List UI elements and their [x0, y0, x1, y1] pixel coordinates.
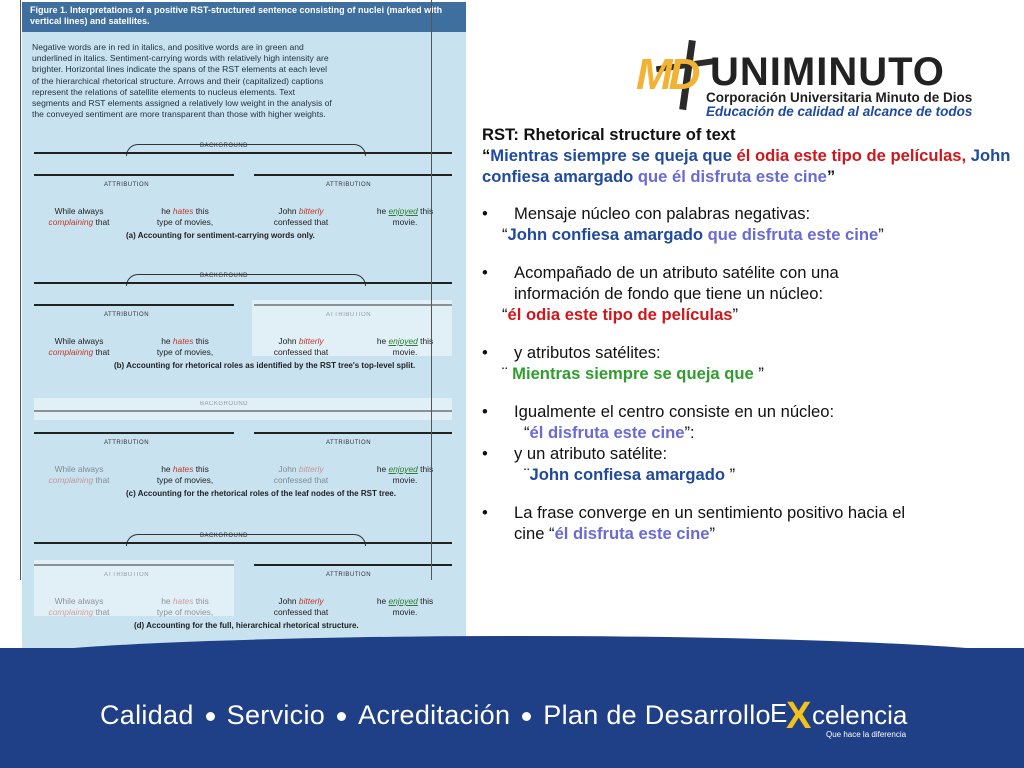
- bullet-dot-icon: [522, 712, 531, 721]
- figure-frame: [20, 0, 432, 580]
- slide-heading: RST: Rhetorical structure of text: [482, 125, 736, 144]
- segment-2: he hates this type of movies,: [156, 596, 214, 617]
- attribution-label-left: ATTRIBUTION: [104, 312, 150, 318]
- quote-center-nucleus: “él disfruta este cine”:: [524, 423, 695, 442]
- segment-1: While always complaining that: [48, 464, 110, 485]
- attribution-label-right: ATTRIBUTION: [326, 182, 372, 188]
- slogan-calidad: Calidad: [100, 700, 194, 730]
- bullet-satellite-attributes: • y atributos satélites:: [482, 342, 1022, 363]
- logo-subtitle: Corporación Universitaria Minuto de Dios: [706, 90, 973, 105]
- subcaption-a: (a) Accounting for sentiment-carrying words only.: [126, 231, 315, 240]
- segment-2: he hates this type of movies,: [156, 336, 214, 357]
- attribution-label-right: ATTRIBUTION: [326, 440, 372, 446]
- excelencia-logo: [770, 696, 940, 748]
- quote-attribute-1: ¨ Mientras siempre se queja que ”: [502, 364, 764, 383]
- bullet-satellite-background: • Acompañado de un atributo satélite con una información de fondo que tiene un núcleo:: [482, 262, 1022, 304]
- attribution-label-left: ATTRIBUTION: [104, 440, 150, 446]
- segment-1: While always complaining that: [48, 596, 110, 617]
- background-label: BACKGROUND: [199, 273, 248, 279]
- logo-name: UNIMINUTO: [710, 50, 945, 94]
- subcaption-b: (b) Accounting for rhetorical roles as identified by the RST tree's top-level split.: [114, 361, 416, 370]
- footer-slogan: [100, 700, 771, 731]
- segment-3: John bitterly confessed that: [273, 336, 329, 357]
- quote-attribute-2: ¨John confiesa amargado ”: [524, 465, 736, 484]
- quote-nucleus: “John confiesa amargado que disfruta este cine”: [502, 225, 884, 244]
- segment-1: While always complaining that: [48, 336, 110, 357]
- bullet-nucleus: • Mensaje núcleo con palabras negativas:: [482, 203, 1022, 224]
- background-label: BACKGROUND: [199, 533, 248, 539]
- subcaption-d: (d) Accounting for the full, hierarchical rhetorical structure.: [134, 621, 359, 630]
- slide-content: [482, 124, 1022, 544]
- background-label: BACKGROUND: [199, 401, 248, 407]
- segment-4: he enjoyed this movie.: [376, 596, 434, 617]
- attribution-label-left: ATTRIBUTION: [104, 572, 150, 578]
- brand-word: celencia: [812, 700, 908, 730]
- segment-4: he enjoyed this movie.: [376, 206, 434, 227]
- brand-tagline: Que hace la diferencia: [826, 730, 907, 739]
- segment-1: While always complaining that: [48, 206, 110, 227]
- figure-caption: Negative words are in red in italics, and positive words are in green and underlined in italics. Sentiment-carrying words with relatively high intensity are brighter. Horizontal lines indicate the spans of the RST elements at each level of the hierarchical rhetorical structure. Arrows and their (capitalized) captions represent the relations of satellite elements to nucleus elements. Text segments and RST elements assigned a relatively low weight in the analysis of the conveyed sentiment are more transparent than those with higher weights.: [32, 42, 332, 120]
- uniminuto-logo: [636, 40, 992, 120]
- figure-title: Figure 1. Interpretations of a positive RST-structured sentence consisting of nuclei (marked with vertical lines) and satellites.: [22, 2, 466, 32]
- brand-x-mark: X: [786, 695, 812, 737]
- bullet-satellite-attribute-2: • y un atributo satélite:: [482, 443, 1022, 464]
- slogan-plan: Plan de Desarrollo: [543, 700, 771, 730]
- segment-4: he enjoyed this movie.: [376, 336, 434, 357]
- segment-3: John bitterly confessed that: [273, 464, 329, 485]
- bullet-dot-icon: [337, 712, 346, 721]
- segment-3: John bitterly confessed that: [273, 596, 329, 617]
- segment-2: he hates this type of movies,: [156, 206, 214, 227]
- slogan-acreditacion: Acreditación: [358, 700, 511, 730]
- quote-background: “él odia este tipo de películas”: [502, 305, 739, 324]
- segment-3: John bitterly confessed that: [273, 206, 329, 227]
- brand-e: E: [770, 698, 788, 728]
- background-label: BACKGROUND: [199, 143, 248, 149]
- segment-4: he enjoyed this movie.: [376, 464, 434, 485]
- bullet-conclusion: • La frase converge en un sentimiento positivo hacia el cine “él disfruta este cine”: [482, 502, 1022, 544]
- logo-tagline: Educación de calidad al alcance de todos: [706, 104, 973, 119]
- bullet-dot-icon: [206, 712, 215, 721]
- slogan-servicio: Servicio: [226, 700, 326, 730]
- attribution-label-right: ATTRIBUTION: [326, 572, 372, 578]
- logo-mark: MD: [636, 50, 697, 99]
- example-sentence: “Mientras siempre se queja que él odia este tipo de películas, John confiesa amargado que él disfruta este cine”: [482, 146, 1011, 186]
- attribution-label-right: ATTRIBUTION: [326, 312, 372, 318]
- segment-2: he hates this type of movies,: [156, 464, 214, 485]
- bullet-center-nucleus: • Igualmente el centro consiste en un núcleo:: [482, 401, 1022, 422]
- subcaption-c: (c) Accounting for the rhetorical roles of the leaf nodes of the RST tree.: [126, 489, 396, 498]
- attribution-label-left: ATTRIBUTION: [104, 182, 150, 188]
